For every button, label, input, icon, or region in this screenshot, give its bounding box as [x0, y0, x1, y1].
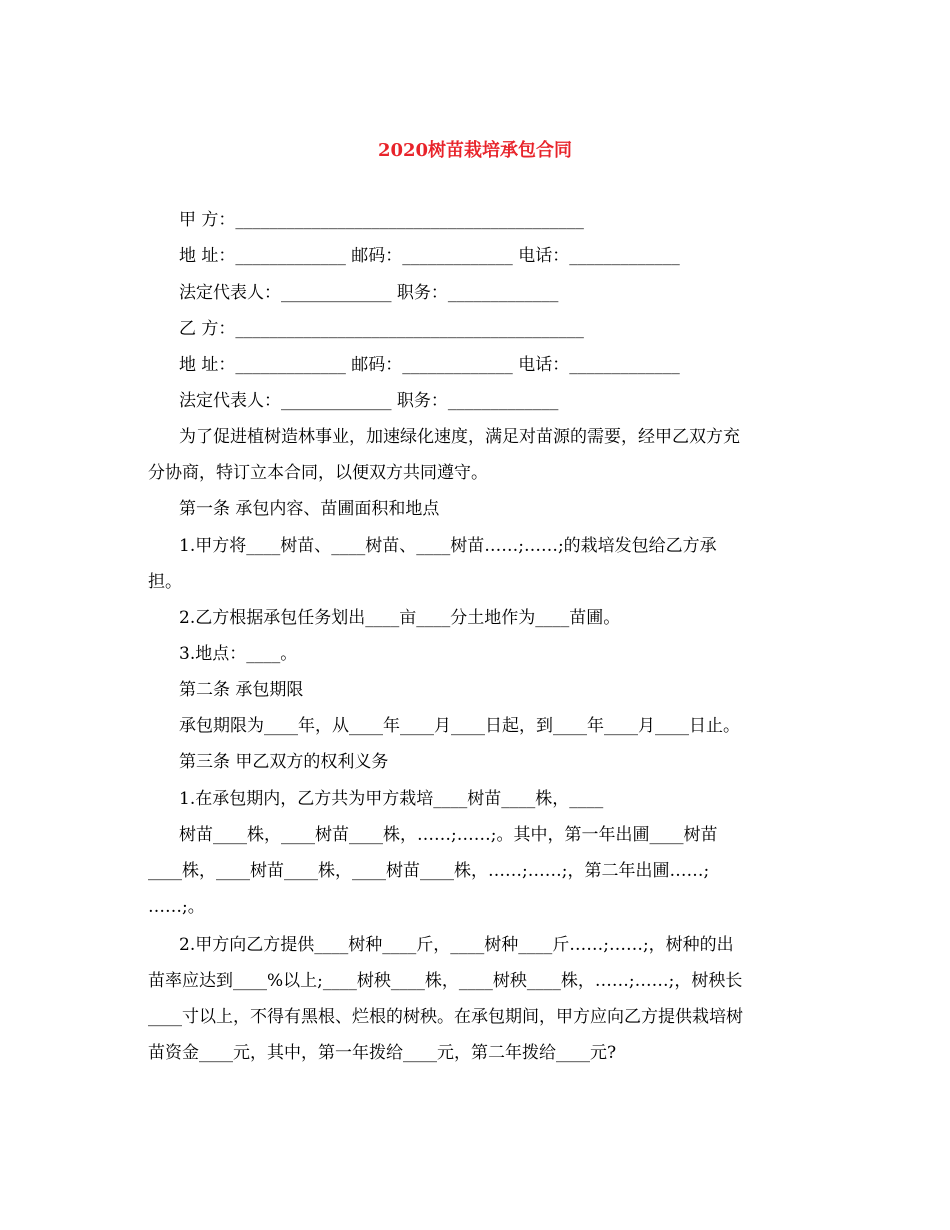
article-1-item-1-line-1: 1.甲方将____树苗、____树苗、____树苗……;……;的栽培发包给乙方承: [179, 536, 717, 556]
party-b-name-line: 乙 方：_________________________________________: [179, 319, 584, 339]
article-3-item-1-line-2: 树苗____株，____树苗____株，……;……;。其中，第一年出圃____树苗: [179, 825, 718, 845]
article-3-item-1-line-3: ____株，____树苗____株，____树苗____株，……;……;，第二年出圃……;: [148, 861, 710, 881]
preamble-line-1: 为了促进植树造林事业，加速绿化速度，满足对苗源的需要，经甲乙双方充: [179, 427, 740, 447]
article-2-heading: 第二条 承包期限: [179, 680, 304, 700]
article-1-item-3: 3.地点：____。: [179, 644, 298, 664]
party-b-address-line: 地 址：_____________ 邮码：_____________ 电话：_____________: [179, 355, 680, 375]
article-3-item-2-line-4: 苗资金____元，其中，第一年拨给____元，第二年拨给____元?: [148, 1043, 617, 1063]
article-3-item-2-line-2: 苗率应达到____%以上;____树秧____株，____树秧____株，……;……;，树秧长: [148, 971, 743, 991]
article-3-item-2-line-1: 2.甲方向乙方提供____树种____斤，____树种____斤……;……;，树种的出: [179, 935, 734, 955]
article-1-item-1-line-2: 担。: [148, 572, 182, 592]
article-3-heading: 第三条 甲乙双方的权利义务: [179, 752, 389, 772]
article-3-item-1-line-1: 1.在承包期内，乙方共为甲方栽培____树苗____株，____: [179, 789, 604, 809]
document-title: 2020树苗栽培承包合同: [377, 140, 573, 161]
article-1-item-2: 2.乙方根据承包任务划出____亩____分土地作为____苗圃。: [179, 608, 621, 628]
party-b-representative-line: 法定代表人：_____________ 职务：_____________: [179, 391, 559, 411]
preamble-line-2: 分协商，特订立本合同，以便双方共同遵守。: [148, 463, 488, 483]
party-a-representative-line: 法定代表人：_____________ 职务：_____________: [179, 283, 559, 303]
party-a-name-line: 甲 方：_________________________________________: [179, 210, 584, 230]
article-2-term: 承包期限为____年，从____年____月____日起，到____年____月____日止。: [179, 716, 740, 736]
article-1-heading: 第一条 承包内容、苗圃面积和地点: [179, 499, 440, 519]
party-a-address-line: 地 址：_____________ 邮码：_____________ 电话：_____________: [179, 246, 680, 266]
article-3-item-1-line-4: ……;。: [148, 897, 205, 917]
article-3-item-2-line-3: ____寸以上，不得有黑根、烂根的树秧。在承包期间，甲方应向乙方提供栽培树: [148, 1007, 743, 1027]
